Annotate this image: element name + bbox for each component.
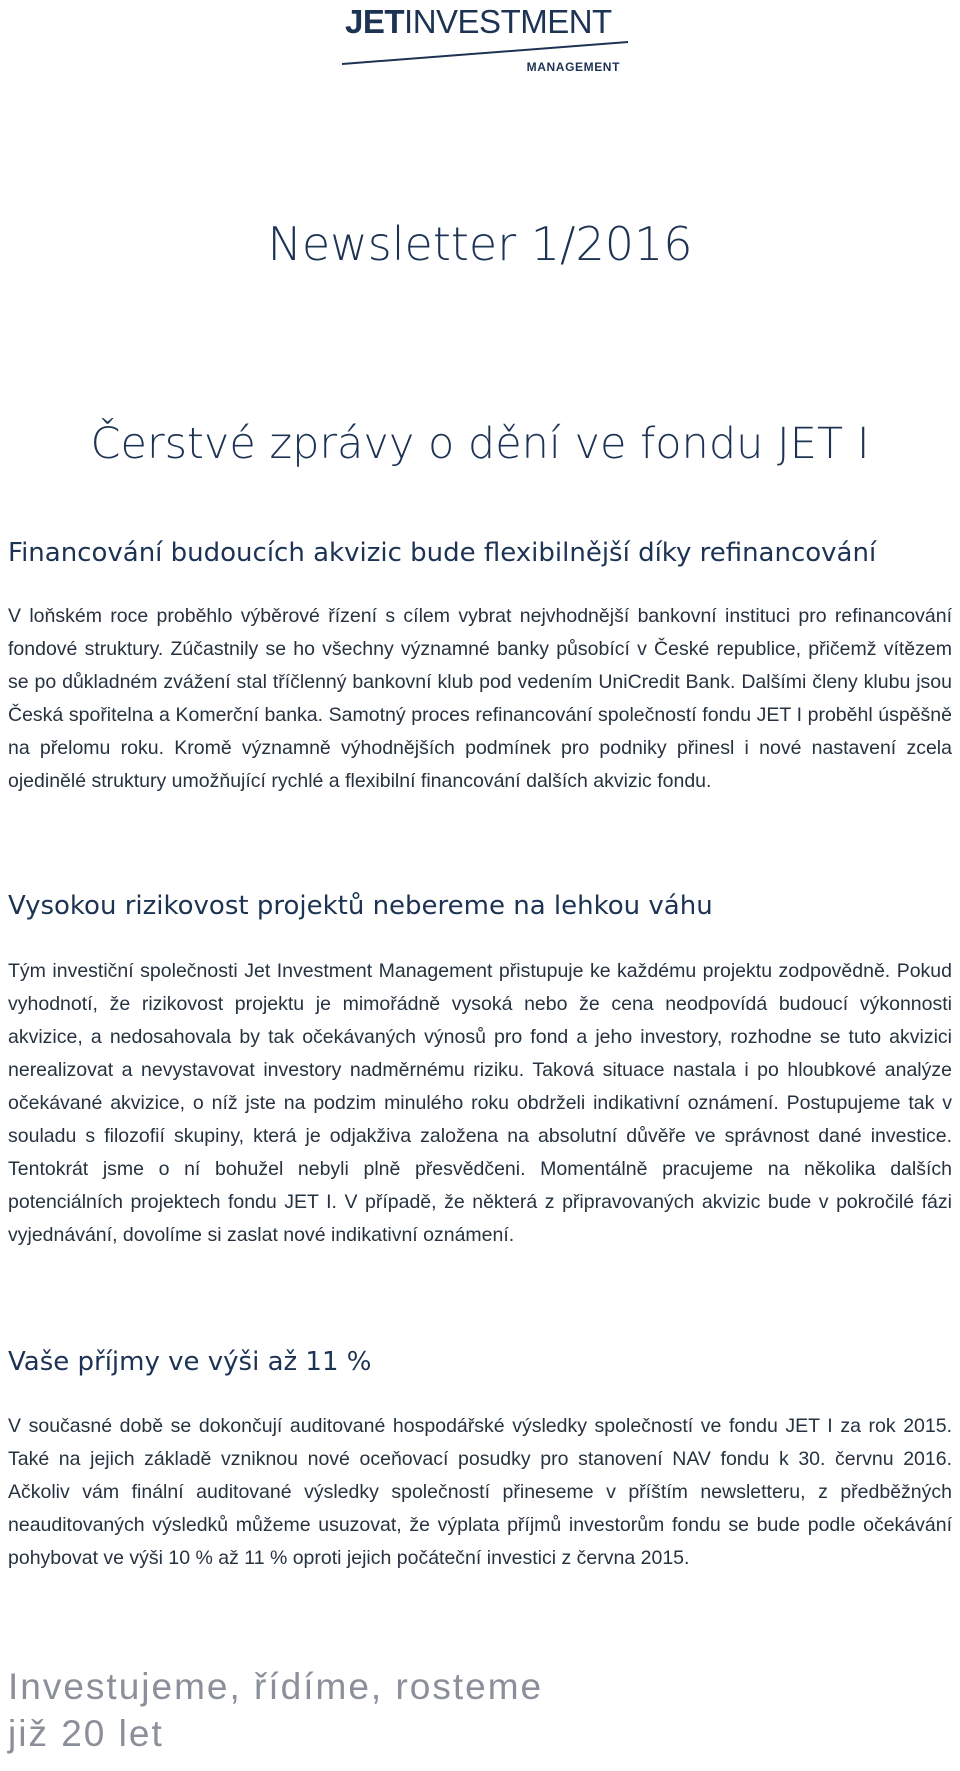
section-heading-risk: Vysokou rizikovost projektů nebereme na lehkou váhu: [8, 891, 713, 921]
footer-slogan-line2: již 20 let: [8, 1713, 164, 1754]
logo-wordmark: [345, 2, 612, 42]
logo-subtitle: MANAGEMENT: [526, 60, 620, 74]
footer-slogan: [8, 1663, 708, 1757]
section-body-refinancing: V loňském roce proběhlo výběrové řízení s cílem vybrat nejvhodnější bankovní instituci pro refinancování fondové struktury. Zúčastnily se ho všechny významné banky působící v České republice, přičemž vítězem se po důkladném zvážení stal tříčlenný bankovní klub pod vedením UniCredit Bank. Dalšími členy klubu jsou Česká spořitelna a Komerční banka. Samotný proces refinancování společností fondu JET I proběhl úspěšně na přelomu roku. Kromě významně výhodnějších podmínek pro podniky přinesl i nové nastavení zcela ojedinělé struktury umožňující rychlé a flexibilní financování dalších akvizic fondu.: [8, 605, 952, 792]
main-heading: Čerstvé zprávy o dění ve fondu JET I: [90, 419, 870, 469]
logo-word-investment: INVESTMENT: [404, 3, 612, 40]
logo-word-jet: JET: [345, 3, 405, 40]
section-heading-refinancing: Financování budoucích akvizic bude flexibilnější díky refinancování: [8, 538, 877, 568]
section-body-risk: Tým investiční společnosti Jet Investment Management přistupuje ke každému projektu zodpovědně. Pokud vyhodnotí, že rizikovost projektu je mimořádně vysoká nebo že cena neodpovídá budoucí výkonnosti akvizice, a nedosahovala by tak očekávaných výnosů pro fond a jeho investory, rozhodne se tuto akvizici nerealizovat a nevystavovat investory nadměrnému riziku. Taková situace nastala i po hloubkové analýze očekávané akvizice, o níž jste na podzim minulého roku obdrželi indikativní oznámení. Postupujeme tak v souladu s filozofií skupiny, která je odjakživa založena na absolutní důvěře ve správnost dané investice. Tentokrát jsme o ní bohužel nebyli plně přesvědčeni. Momentálně pracujeme na několika dalších potenciálních projektech fondu JET I. V případě, že některá z připravovaných akvizic bude v pokročilé fázi vyjednávání, dovolíme si zaslat nové indikativní oznámení.: [8, 960, 952, 1246]
section-body-income: V současné době se dokončují auditované hospodářské výsledky společností ve fondu JET I za rok 2015. Také na jejich základě vzniknou nové oceňovací posudky pro stanovení NAV fondu k 30. červnu 2016. Ačkoliv vám finální auditované výsledky společností přineseme v příštím newsletteru, z předběžných neauditovaných výsledků můžeme usuzovat, že výplata příjmů investorům fondu se bude podle očekávání pohybovat ve výši 10 % až 11 % oproti jejich počáteční investici z června 2015.: [8, 1415, 952, 1569]
section-heading-income: Vaše příjmy ve výši až 11 %: [8, 1347, 372, 1377]
newsletter-title: Newsletter 1/2016: [267, 217, 693, 271]
company-logo: [342, 2, 628, 78]
footer-slogan-line1: Investujeme, řídíme, rosteme: [8, 1666, 544, 1707]
